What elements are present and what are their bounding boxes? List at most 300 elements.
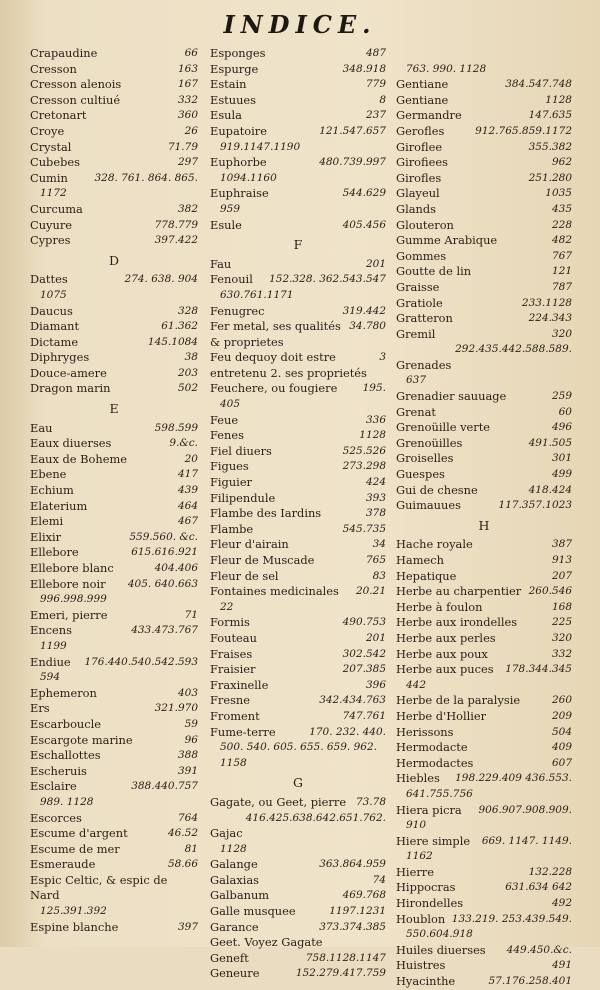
entry-term: Houblon <box>396 911 446 926</box>
index-entry <box>396 389 572 405</box>
entry-page-refs: 397 <box>177 920 198 933</box>
entry-term: Encens <box>30 623 72 638</box>
entry-page-refs: 301 <box>551 452 572 465</box>
index-entry <box>210 108 386 124</box>
section-letter: F <box>293 237 303 253</box>
entry-page-refs: 259 <box>551 390 572 403</box>
entry-term: Galange <box>210 857 258 872</box>
entry-page-refs: 319.442 <box>342 304 386 317</box>
index-entry <box>30 319 198 335</box>
index-entry <box>396 280 572 296</box>
entry-term: Dragon marin <box>30 381 111 396</box>
entry-page-refs-continued: 1199 <box>40 639 67 652</box>
index-entry <box>396 647 572 663</box>
entry-term: Herbe aux irondelles <box>396 615 518 630</box>
entry-page-refs: 74 <box>372 873 386 886</box>
index-entry <box>30 842 198 858</box>
entry-page-refs-continued: 442 <box>406 678 427 691</box>
entry-page-refs: 170. 232. 440. <box>309 725 386 738</box>
index-entry <box>396 171 572 187</box>
index-entry <box>30 350 198 366</box>
entry-term: Guimauues <box>396 498 461 513</box>
index-entry <box>30 826 198 842</box>
entry-term: Ellebore blanc <box>30 561 114 575</box>
entry-page-refs: 1035 <box>545 187 572 200</box>
entry-term: Herbe à foulon <box>396 599 483 614</box>
entry-page-refs-continued: 637 <box>406 374 427 387</box>
entry-page-refs: 1128 <box>545 93 572 106</box>
entry-term: Germandre <box>396 108 462 123</box>
index-entry <box>210 920 386 936</box>
entry-page-refs: 260.546 <box>528 585 572 598</box>
entry-page-refs: 559.560. &c. <box>129 530 198 543</box>
entry-term: Cubebes <box>30 155 80 170</box>
entry-page-refs: 332 <box>551 647 572 660</box>
entry-term: Froment <box>210 708 260 723</box>
entry-page-refs-continued: 1162 <box>406 850 433 863</box>
index-entry <box>210 693 386 709</box>
entry-page-refs: 906.907.908.909. <box>478 803 572 816</box>
entry-term: Esula <box>210 108 242 123</box>
index-entry <box>396 740 572 756</box>
entry-page-refs: 1128 <box>359 429 386 442</box>
index-entry <box>210 615 386 631</box>
entry-page-refs-continued: 919.1147.1190 <box>220 140 301 153</box>
entry-term: Dictame <box>30 334 79 349</box>
index-entry <box>396 140 572 156</box>
index-entry <box>396 756 572 772</box>
index-entry <box>210 186 386 202</box>
entry-term: Hirondelles <box>396 896 464 911</box>
entry-term: Grenoüille verte <box>396 420 491 435</box>
entry-term: Ephemeron <box>30 685 97 700</box>
index-entry <box>396 155 572 171</box>
index-entry <box>396 498 572 514</box>
entry-page-refs: 418.424 <box>528 483 572 496</box>
entry-page-refs-continued: 550.604.918 <box>406 928 473 941</box>
entry-term: Galbanum <box>210 888 270 903</box>
index-entry <box>30 514 198 530</box>
index-entry <box>210 491 386 507</box>
entry-term: Eau <box>30 420 53 435</box>
index-entry <box>30 577 198 593</box>
entry-page-refs: 480.739.997 <box>319 156 386 169</box>
index-entry <box>210 93 386 109</box>
entry-page-refs: 417 <box>177 468 198 481</box>
index-entry <box>30 77 198 93</box>
entry-term: Guespes <box>396 467 445 482</box>
entry-term: Escarboucle <box>30 716 102 731</box>
entry-page-refs: 228 <box>551 218 572 231</box>
entry-term: Gui de chesne <box>396 482 478 497</box>
entry-term: Gommes <box>396 248 447 263</box>
index-entry <box>210 77 386 93</box>
entry-page-refs: 482 <box>551 234 572 247</box>
entry-page-refs: 765 <box>365 554 386 566</box>
index-entry <box>210 951 386 967</box>
entry-term: Diphryges <box>30 350 90 365</box>
entry-term: Hiebles <box>396 771 440 786</box>
entry-term: Curcuma <box>30 201 83 216</box>
entry-term: Grenadier sauuage <box>396 389 507 404</box>
entry-page-refs: 469.768 <box>342 889 386 902</box>
entry-page-refs: 405. 640.663 <box>127 577 198 590</box>
index-entry <box>210 857 386 873</box>
entry-page-refs: 163 <box>177 62 198 75</box>
index-entry <box>210 124 386 140</box>
entry-term: Gentiane <box>396 77 449 92</box>
entry-term: Ers <box>30 701 50 716</box>
index-entry <box>396 943 572 959</box>
entry-page-refs: 502 <box>177 382 198 395</box>
entry-page-refs: 669. 1147. 1149. <box>481 834 572 847</box>
entry-page-refs: 491.505 <box>528 436 572 449</box>
entry-page-refs: 176.440.540.542.593 <box>84 655 198 668</box>
index-entry <box>30 304 198 320</box>
entry-term: Herissons <box>396 724 454 739</box>
entry-page-refs: 778.779 <box>154 218 198 231</box>
entry-term: Fontaines medicinales <box>210 584 339 599</box>
entry-page-refs: 201 <box>365 257 386 270</box>
entry-page-refs-continued: 630.761.1171 <box>220 288 294 301</box>
entry-page-refs: 71 <box>184 608 198 621</box>
entry-term: Hippocras <box>396 880 456 895</box>
index-entry <box>30 452 198 468</box>
entry-term: Douce-amere <box>30 365 107 380</box>
entry-page-refs: 747.761 <box>342 709 386 722</box>
entry-term: Glouteron <box>396 217 454 232</box>
index-entry <box>210 304 386 320</box>
entry-term: Cumin <box>30 170 68 185</box>
entry-term: Estain <box>210 77 247 92</box>
entry-term: Herbe aux puces <box>396 662 494 677</box>
index-entry <box>396 467 572 483</box>
index-entry <box>396 77 572 93</box>
index-entry <box>396 803 572 819</box>
entry-page-refs: 225 <box>551 616 572 629</box>
index-entry <box>30 748 198 764</box>
index-entry <box>210 904 386 920</box>
index-entry <box>210 155 386 171</box>
entry-page-refs-continued: 1094.1160 <box>220 171 277 184</box>
entry-page-refs: 71.79 <box>167 140 198 153</box>
page-title: INDICE. <box>223 10 377 39</box>
index-entry <box>30 623 198 639</box>
entry-term: Huistres <box>396 958 446 973</box>
entry-page-refs: 487 <box>365 47 386 59</box>
entry-page-refs: 83 <box>372 569 386 582</box>
index-entry <box>396 709 572 725</box>
entry-page-refs-continued: 125.391.392 <box>40 905 107 918</box>
entry-term: Elemi <box>30 514 64 529</box>
index-entry <box>396 186 572 202</box>
index-entry <box>30 233 198 249</box>
entry-term: Flambe des Iardins <box>210 506 322 521</box>
entry-page-refs: 328 <box>177 304 198 317</box>
entry-page-refs: 121.547.657 <box>319 124 386 137</box>
entry-page-refs: 490.753 <box>342 616 386 629</box>
index-entry <box>30 920 198 936</box>
index-entry <box>396 537 572 553</box>
entry-page-refs: 46.52 <box>167 827 198 840</box>
index-entry <box>396 327 572 343</box>
entry-term: Escargote marine <box>30 732 133 747</box>
entry-page-refs: 336 <box>365 413 386 426</box>
index-entry <box>396 483 572 499</box>
entry-term: Herbe au charpentier <box>396 584 522 599</box>
entry-page-refs: 321.970 <box>154 702 198 715</box>
entry-page-refs: 61.362 <box>161 320 198 333</box>
entry-term: Crapaudine <box>30 46 98 60</box>
index-entry <box>396 108 572 124</box>
entry-page-refs-continued: 1172 <box>40 187 67 200</box>
index-entry <box>210 381 386 397</box>
entry-page-refs: 598.599 <box>154 421 198 434</box>
entry-term: Fume-terre <box>210 724 276 739</box>
entry-page-refs-continued: 910 <box>406 819 427 832</box>
entry-term: Glands <box>396 201 437 216</box>
index-entry <box>210 272 386 288</box>
section-letter: E <box>109 401 119 417</box>
index-entry <box>210 873 386 889</box>
index-entry <box>30 857 198 873</box>
entry-page-refs: 404.406 <box>154 562 198 574</box>
entry-term: Cypres <box>30 233 71 248</box>
index-entry <box>396 202 572 218</box>
entry-term: Crystal <box>30 139 72 154</box>
index-entry <box>396 615 572 631</box>
index-entry <box>30 608 198 624</box>
index-entry <box>210 553 386 569</box>
entry-page-refs: 3 <box>379 351 386 364</box>
index-entry <box>30 499 198 515</box>
entry-term: Herbe aux perles <box>396 630 496 645</box>
entry-page-refs: 207.385 <box>342 663 386 676</box>
entry-term: Goutte de lin <box>396 264 472 279</box>
index-entry <box>396 771 572 787</box>
entry-page-refs: 496 <box>551 421 572 434</box>
index-entry <box>396 958 572 974</box>
entry-term: Endiue <box>30 654 71 669</box>
index-entry <box>210 662 386 678</box>
entry-page-refs: 8 <box>379 93 386 106</box>
entry-page-refs: 396 <box>365 678 386 691</box>
index-entry <box>210 631 386 647</box>
entry-term: Gentiane <box>396 92 449 107</box>
entry-page-refs: 433.473.767 <box>131 624 198 637</box>
entry-term: Cretonart <box>30 108 87 123</box>
entry-page-refs: 73.78 <box>355 795 386 808</box>
index-entry <box>210 62 386 78</box>
index-entry <box>396 600 572 616</box>
entry-page-refs: 66 <box>184 47 198 59</box>
index-entry <box>396 631 572 647</box>
entry-page-refs: 145.1084 <box>147 335 198 348</box>
entry-term: Fenugrec <box>210 303 265 318</box>
entry-page-refs-continued: 1075 <box>40 288 67 301</box>
entry-term: Hyacinthe <box>396 974 456 989</box>
index-entry <box>210 537 386 553</box>
entry-page-refs: 342.434.763 <box>319 694 386 707</box>
index-entry <box>396 233 572 249</box>
index-entry <box>30 202 198 218</box>
entry-term: Espurge <box>210 61 259 76</box>
entry-page-refs: 332 <box>177 93 198 106</box>
entry-term: Eupatoire <box>210 123 267 138</box>
entry-page-refs: 302.542 <box>342 647 386 660</box>
index-entry <box>30 335 198 351</box>
entry-page-refs: 117.357.1023 <box>498 499 572 512</box>
entry-page-refs: 60 <box>558 405 572 418</box>
index-entry <box>396 436 572 452</box>
entry-page-refs: 121 <box>551 265 572 278</box>
entry-term: Dattes <box>30 272 68 287</box>
entry-page-refs: 397.422 <box>154 234 198 247</box>
entry-page-refs-continued: 641.755.756 <box>406 787 473 800</box>
entry-page-refs: 20.21 <box>355 585 386 598</box>
entry-page-refs: 224.343 <box>528 312 572 325</box>
entry-page-refs: 260 <box>551 694 572 707</box>
entry-term: Eaux de Boheme <box>30 451 127 466</box>
index-entry <box>396 725 572 741</box>
index-entry <box>30 764 198 780</box>
entry-term: Galle musquee <box>210 904 296 919</box>
entry-term: Hierre <box>396 864 434 879</box>
index-entry <box>30 733 198 749</box>
index-entry <box>396 46 572 62</box>
entry-term: Emeri, pierre <box>30 607 108 622</box>
index-entry <box>396 93 572 109</box>
index-entry <box>30 779 198 795</box>
entry-term: Filipendule <box>210 490 276 505</box>
entry-page-refs: 467 <box>177 515 198 528</box>
entry-page-refs: 168 <box>551 600 572 613</box>
entry-page-refs: 384.547.748 <box>505 78 572 91</box>
entry-page-refs: 96 <box>184 733 198 746</box>
entry-term: Ellebore noir <box>30 576 106 591</box>
entry-page-refs: 195. <box>362 382 386 395</box>
entry-page-refs: 57.176.258.401 <box>488 975 572 988</box>
index-column-3 <box>396 46 572 990</box>
entry-page-refs: 388 <box>177 749 198 762</box>
entry-term: Escorces <box>30 810 82 825</box>
entry-term: Hermodactes <box>396 755 474 770</box>
index-entry <box>210 319 386 350</box>
entry-term: Giroflee <box>396 139 443 154</box>
entry-page-refs: 198.229.409 436.553. <box>455 772 572 785</box>
index-entry <box>210 475 386 491</box>
entry-page-refs: 320 <box>551 631 572 644</box>
entry-term: Hamech <box>396 553 444 567</box>
entry-page-refs: 81 <box>184 842 198 855</box>
index-entry <box>396 342 572 373</box>
index-entry <box>30 381 198 397</box>
entry-term: Esmeraude <box>30 857 96 872</box>
entry-term: Cresson <box>30 61 77 76</box>
entry-page-refs: 787 <box>551 280 572 293</box>
index-column-2 <box>210 46 386 982</box>
entry-term: Gagate, ou Geet, pierre <box>210 794 347 809</box>
entry-page-refs: 544.629 <box>342 187 386 200</box>
entry-term: Geneure <box>210 966 260 981</box>
index-entry <box>396 693 572 709</box>
entry-term: Espine blanche <box>30 919 119 934</box>
entry-page-refs: 209 <box>551 709 572 722</box>
index-entry <box>396 311 572 327</box>
index-entry <box>210 678 386 694</box>
index-entry <box>396 974 572 990</box>
entry-page-refs: 378 <box>365 507 386 520</box>
entry-term: Fleur de sel <box>210 568 279 583</box>
entry-term: Fleur d'airain <box>210 537 289 552</box>
entry-page-refs: 38 <box>184 351 198 364</box>
index-entry <box>396 912 572 928</box>
entry-term: Girofles <box>396 170 442 185</box>
index-entry <box>30 467 198 483</box>
entry-term: Herbe d'Hollier <box>396 708 487 723</box>
entry-page-refs-continued: 996.998.999 <box>40 593 107 606</box>
entry-page-refs: 297 <box>177 156 198 169</box>
entry-term: Esclaire <box>30 779 77 794</box>
entry-page-refs: 355.382 <box>528 140 572 153</box>
entry-term: Herbe de la paralysie <box>396 693 521 708</box>
entry-page-refs-continued: 763. 990. 1128 <box>406 62 487 75</box>
index-entry <box>396 451 572 467</box>
index-entry <box>30 46 198 62</box>
entry-term: Hepatique <box>396 568 457 583</box>
entry-page-refs: 152.328. 362.543.547 <box>269 273 386 286</box>
entry-page-refs: 20 <box>184 452 198 465</box>
index-entry <box>210 935 386 951</box>
entry-term: Estuues <box>210 92 256 107</box>
index-entry <box>210 46 386 62</box>
index-entry <box>30 686 198 702</box>
entry-page-refs: 237 <box>365 109 386 122</box>
entry-term: Euphraise <box>210 186 269 201</box>
index-entry <box>30 655 198 671</box>
entry-term: Escume de mer <box>30 841 120 856</box>
entry-term: Huiles diuerses <box>396 942 486 957</box>
entry-page-refs: 328. 761. 864. 865. <box>94 171 198 184</box>
entry-page-refs: 59 <box>184 717 198 730</box>
entry-page-refs: 233.1128 <box>521 296 572 309</box>
index-entry <box>210 795 386 811</box>
entry-term: Fraisier <box>210 662 256 677</box>
entry-term: Flambe <box>210 521 254 536</box>
entry-page-refs: 9.&c. <box>169 437 198 450</box>
entry-term: Gumme Arabique <box>396 233 498 248</box>
entry-page-refs-continued: 959 <box>220 202 241 215</box>
index-entry <box>30 483 198 499</box>
index-entry <box>396 249 572 265</box>
entry-page-refs-continued: 500. 540. 605. 655. 659. 962. <box>220 741 377 754</box>
entry-page-refs: 201 <box>365 631 386 644</box>
section-letter: D <box>108 252 120 268</box>
index-entry <box>210 811 386 842</box>
index-entry <box>396 662 572 678</box>
entry-page-refs-continued: 989. 1128 <box>40 795 94 808</box>
index-entry <box>30 140 198 156</box>
entry-page-refs: 758.1128.1147 <box>305 951 386 964</box>
entry-page-refs: 779 <box>365 78 386 91</box>
section-letter: G <box>293 775 303 791</box>
index-entry <box>30 272 198 288</box>
entry-term: Ellebore <box>30 545 79 560</box>
entry-term: Galaxias <box>210 872 260 887</box>
entry-page-refs: 132.228 <box>528 865 572 878</box>
entry-term: Escheruis <box>30 763 87 778</box>
index-entry <box>396 569 572 585</box>
